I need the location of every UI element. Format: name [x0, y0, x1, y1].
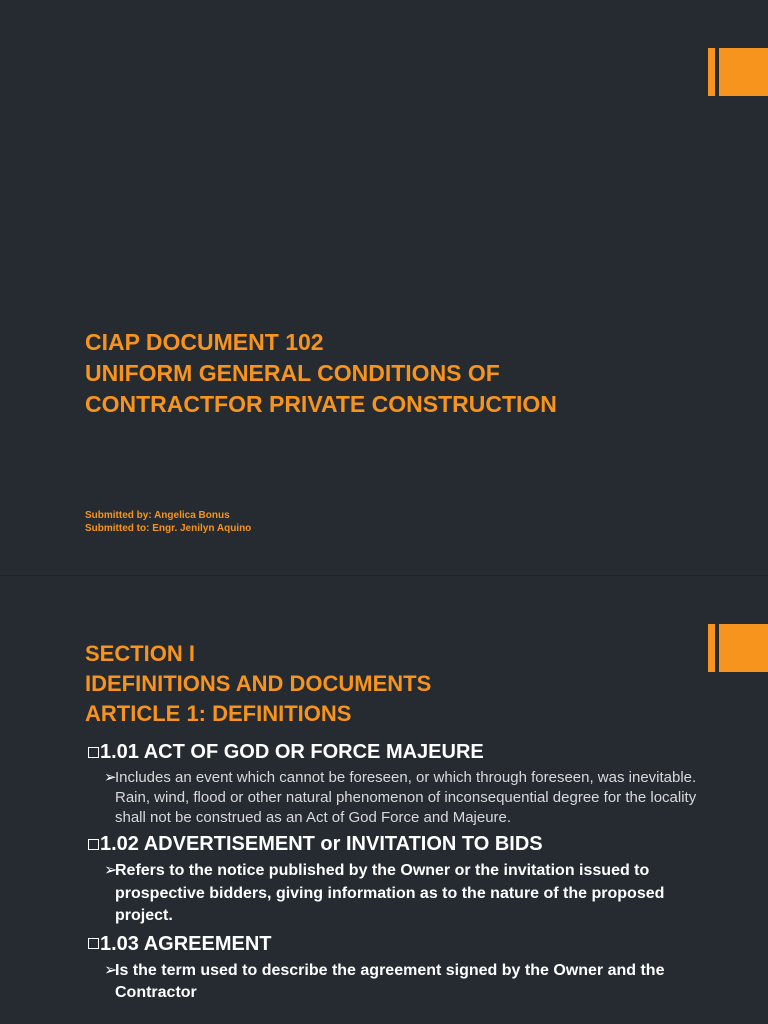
definition-text [88, 860, 708, 928]
arrow-bullet-icon: ➢ [104, 769, 117, 786]
arrow-bullet-icon: ➢ [104, 961, 118, 979]
title-line: CIAP DOCUMENT 102 [85, 329, 324, 355]
definitions-slide [0, 576, 768, 1024]
submission-info [85, 509, 251, 535]
definition-item [88, 740, 708, 764]
accent-bar [708, 48, 715, 96]
heading-line: IDEFINITIONS AND DOCUMENTS [85, 671, 432, 696]
definition-text [88, 960, 708, 1005]
definition-term: 1.02 ADVERTISEMENT or INVITATION TO BIDS [100, 833, 543, 855]
arrow-bullet-icon: ➢ [104, 862, 118, 879]
definition-body: Includes an event which cannot be foreseen, or which through foreseen, was inevitable. Rain, wind, flood or other natural phenomenon of inconsequential degree for the locality shall not be construed as an Act of God Force and Majeure. [115, 769, 697, 826]
submitted-by: Submitted by: Angelica Bonus [85, 510, 230, 521]
definition-item [88, 832, 708, 856]
document-title [85, 327, 557, 420]
checkbox-bullet-icon [88, 938, 99, 949]
definition-item [88, 932, 708, 956]
definition-body: Refers to the notice published by the Owner or the invitation issued to prospective bidders, giving information as to the nature of the proposed project. [115, 862, 665, 924]
heading-line: ARTICLE 1: DEFINITIONS [85, 701, 352, 726]
checkbox-bullet-icon [88, 839, 99, 850]
accent-bar [708, 624, 715, 672]
submitted-to: Submitted to: Engr. Jenilyn Aquino [85, 523, 252, 534]
definition-text [88, 768, 708, 828]
heading-line: SECTION I [85, 641, 196, 666]
accent-block [719, 624, 768, 672]
title-line: CONTRACTFOR PRIVATE CONSTRUCTION [85, 391, 557, 417]
definition-term: 1.03 AGREEMENT [100, 932, 272, 955]
accent-block [719, 48, 768, 96]
definition-term: 1.01 ACT OF GOD OR FORCE MAJEURE [100, 741, 484, 763]
checkbox-bullet-icon [88, 747, 99, 758]
accent-decoration [708, 624, 768, 672]
definitions-list [88, 740, 708, 1009]
title-line: UNIFORM GENERAL CONDITIONS OF [85, 360, 500, 386]
definition-body: Is the term used to describe the agreement signed by the Owner and the Contractor [115, 961, 665, 1001]
section-heading [85, 639, 431, 729]
accent-decoration [708, 48, 768, 96]
